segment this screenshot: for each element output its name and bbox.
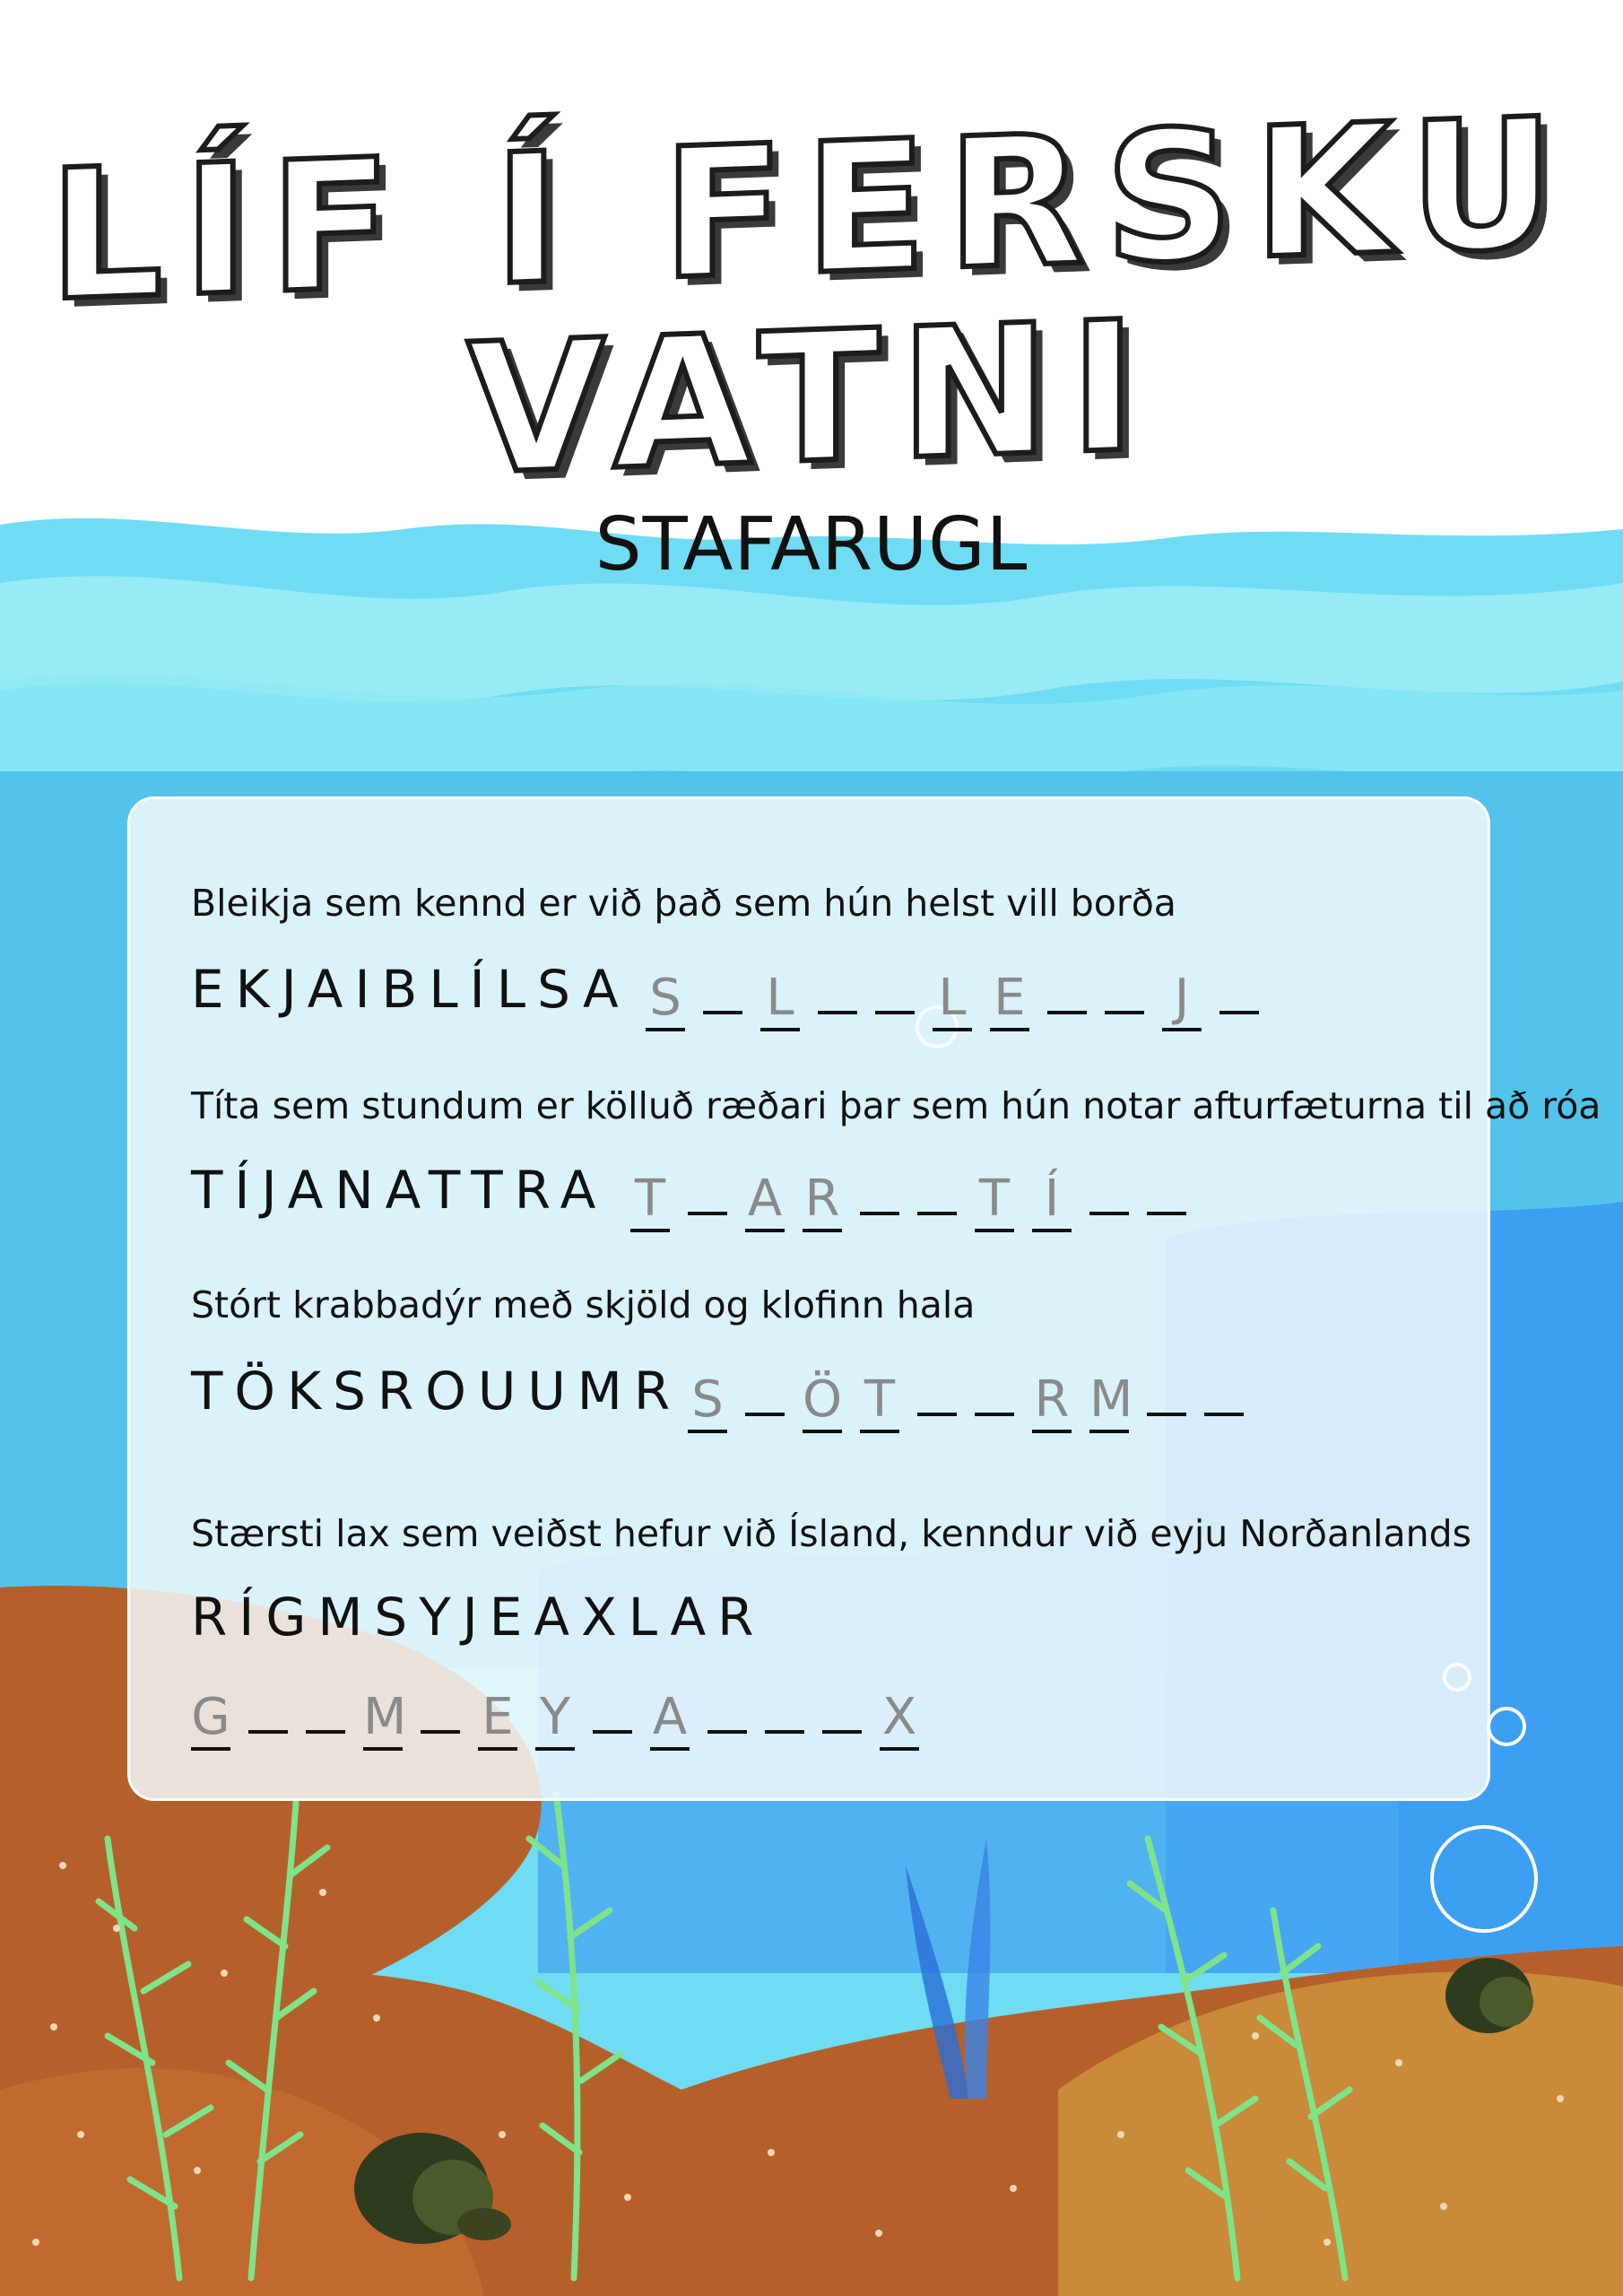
answer-slot[interactable]: G	[191, 1688, 230, 1751]
answer-slot[interactable]: S	[688, 1370, 727, 1433]
answer-slot[interactable]	[306, 1671, 345, 1734]
answer-slot[interactable]: X	[880, 1688, 919, 1751]
answer-slot[interactable]: Ö	[803, 1370, 842, 1433]
answer-slot[interactable]	[707, 1671, 747, 1734]
answer-slot[interactable]: M	[1089, 1370, 1129, 1433]
answer-slot[interactable]: R	[803, 1170, 842, 1232]
puzzle-panel	[127, 796, 1601, 1801]
answer-slot[interactable]	[1219, 952, 1259, 1014]
answer-slot[interactable]	[975, 1353, 1014, 1416]
answer-3	[688, 1353, 1262, 1433]
answer-slot[interactable]	[688, 1152, 727, 1215]
answer-slot[interactable]	[765, 1671, 804, 1734]
answer-slot[interactable]: T	[860, 1370, 899, 1433]
scrambled-4: RÍGMSYJEAXLAR	[191, 1587, 766, 1648]
answer-slot[interactable]: R	[1032, 1370, 1072, 1433]
answer-slot[interactable]	[822, 1671, 862, 1734]
answer-slot[interactable]: M	[363, 1688, 403, 1751]
title-line-1: LÍF Í FERSKU	[48, 79, 1575, 342]
question-1: Bleikja sem kennd er við það sem hún helst vill borða	[191, 882, 1176, 925]
answer-slot[interactable]	[1089, 1152, 1129, 1215]
answer-slot[interactable]	[1105, 952, 1144, 1014]
answer-slot[interactable]	[875, 952, 915, 1014]
title	[0, 79, 1623, 516]
question-3: Stórt krabbadýr með skjöld og klofinn hala	[191, 1283, 976, 1326]
answer-slot[interactable]	[421, 1671, 460, 1734]
answer-slot[interactable]: T	[630, 1170, 670, 1232]
wave-band-2	[0, 674, 1623, 787]
answer-slot[interactable]	[917, 1353, 957, 1416]
answer-slot[interactable]: L	[760, 969, 800, 1031]
answer-slot[interactable]	[1147, 1353, 1186, 1416]
scrambled-1: EKJAIBLÍLSA	[191, 959, 630, 1020]
answer-slot[interactable]	[917, 1152, 957, 1215]
answer-slot[interactable]	[703, 952, 742, 1014]
answer-slot[interactable]: Y	[535, 1688, 575, 1751]
title-line-2: VATNI	[466, 282, 1157, 516]
scrambled-2: TÍJANATTRA	[191, 1160, 608, 1221]
answer-slot[interactable]	[1147, 1152, 1186, 1215]
answer-slot[interactable]: A	[745, 1170, 785, 1232]
scrambled-3: TÖKSROUUMR	[191, 1361, 682, 1422]
question-2: Títa sem stundum er kölluð ræðari þar sem hún notar afturfæturna til að róa	[191, 1084, 1601, 1127]
answer-slot[interactable]: S	[646, 969, 685, 1031]
answer-1	[646, 952, 1277, 1031]
answer-slot[interactable]: Í	[1032, 1170, 1072, 1232]
subtitle: STAFARUGL	[595, 502, 1028, 587]
answer-slot[interactable]: E	[990, 969, 1029, 1031]
answer-slot[interactable]	[1204, 1353, 1244, 1416]
answer-2	[630, 1152, 1204, 1232]
answer-slot[interactable]	[818, 952, 857, 1014]
answer-slot[interactable]	[745, 1353, 785, 1416]
answer-4	[191, 1671, 937, 1751]
answer-slot[interactable]: T	[975, 1170, 1014, 1232]
answer-slot[interactable]: L	[933, 969, 972, 1031]
question-4: Stærsti lax sem veiðst hefur við Ísland, kenndur við eyju Norðanlands	[191, 1512, 1471, 1555]
answer-slot[interactable]: E	[478, 1688, 517, 1751]
answer-slot[interactable]	[248, 1671, 288, 1734]
answer-slot[interactable]	[860, 1152, 899, 1215]
answer-slot[interactable]: A	[650, 1688, 690, 1751]
answer-slot[interactable]: J	[1162, 969, 1202, 1031]
answer-slot[interactable]	[593, 1671, 632, 1734]
answer-slot[interactable]	[1047, 952, 1087, 1014]
